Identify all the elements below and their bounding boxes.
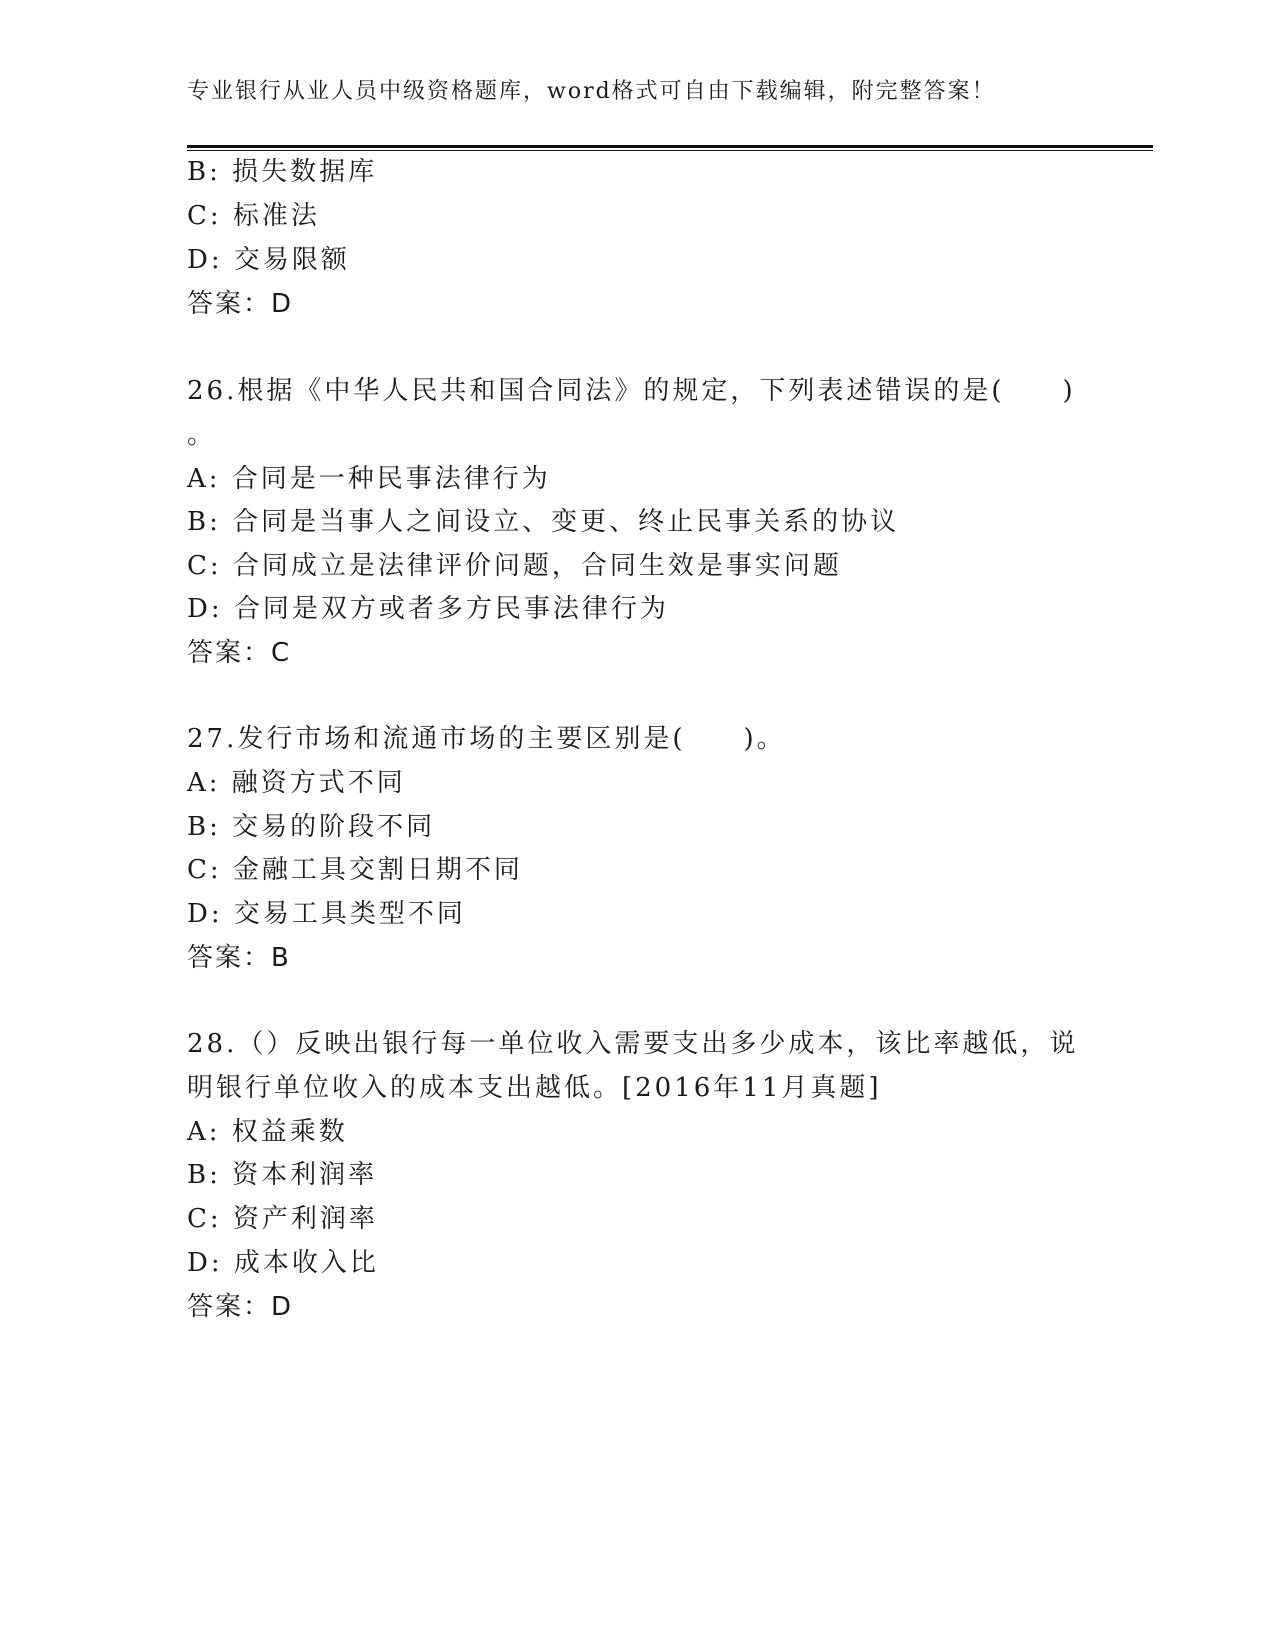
- q25-option-d: D: 交易限额: [187, 245, 350, 275]
- q28-option-a: A: 权益乘数: [187, 1117, 348, 1147]
- q26-question-line2: 。: [187, 420, 217, 450]
- q26-answer: 答案：C: [187, 638, 292, 668]
- q25-option-b: B: 损失数据库: [187, 157, 378, 187]
- q27-option-d: D: 交易工具类型不同: [187, 899, 466, 929]
- q25-answer: 答案：D: [187, 289, 294, 319]
- q27-question-line1: 27.发行市场和流通市场的主要区别是( )。: [187, 724, 786, 754]
- q27-option-b: B: 交易的阶段不同: [187, 812, 436, 842]
- page-header: 专业银行从业人员中级资格题库，word格式可自由下载编辑，附完整答案！: [187, 79, 996, 104]
- q26-option-d: D: 合同是双方或者多方民事法律行为: [187, 594, 669, 624]
- q26-option-c: C: 合同成立是法律评价问题，合同生效是事实问题: [187, 551, 842, 581]
- q28-question-line1: 28.（）反映出银行每一单位收入需要支出多少成本，该比率越低，说: [187, 1029, 1079, 1059]
- q26-option-b: B: 合同是当事人之间设立、变更、终止民事关系的协议: [187, 507, 900, 537]
- q25-option-c: C: 标准法: [187, 201, 320, 231]
- q26-option-a: A: 合同是一种民事法律行为: [187, 464, 551, 494]
- q26-question-line1: 26.根据《中华人民共和国合同法》的规定，下列表述错误的是( ): [187, 376, 1076, 406]
- q27-option-a: A: 融资方式不同: [187, 768, 406, 798]
- q27-option-c: C: 金融工具交割日期不同: [187, 855, 523, 885]
- q27-answer: 答案：B: [187, 943, 291, 973]
- q28-option-d: D: 成本收入比: [187, 1248, 379, 1278]
- q28-option-b: B: 资本利润率: [187, 1160, 378, 1190]
- q28-answer: 答案：D: [187, 1292, 294, 1322]
- q28-option-c: C: 资产利润率: [187, 1204, 378, 1234]
- q28-question-line2: 明银行单位收入的成本支出越低。[2016年11月真题]: [187, 1073, 882, 1103]
- header-divider: [187, 145, 1153, 151]
